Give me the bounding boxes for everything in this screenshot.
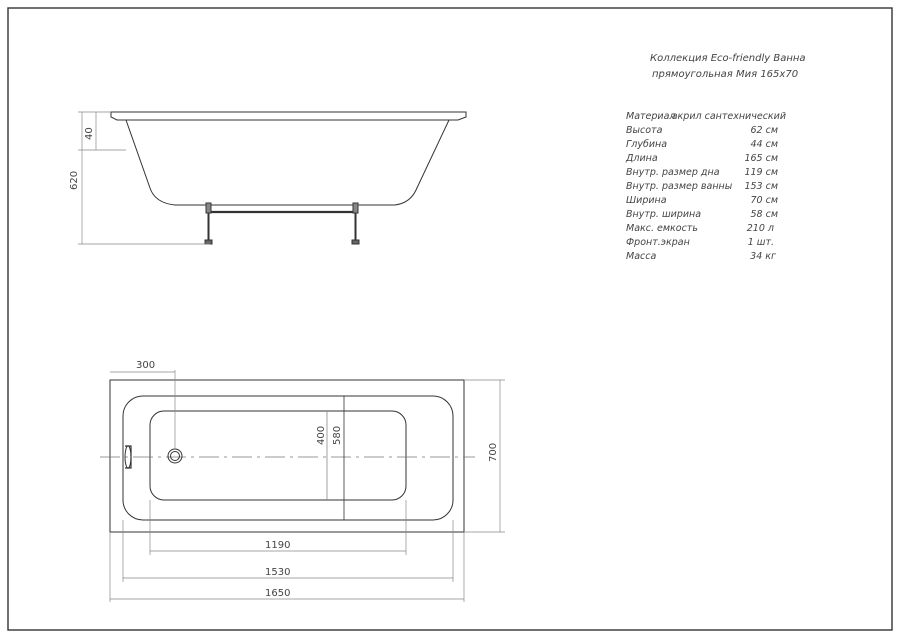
tub-body-outline (126, 120, 449, 205)
spec-row (626, 153, 786, 166)
spec-row (626, 111, 786, 124)
spec-label: Масса (626, 251, 657, 262)
right-leg (352, 203, 359, 244)
spec-value: 44 см (750, 139, 778, 150)
dim-rim-height: 40 (84, 127, 95, 140)
spec-value: 70 см (750, 195, 778, 206)
spec-label: Внутр. размер ванны (626, 181, 733, 192)
spec-value: 34 кг (750, 251, 776, 262)
dim-bottom-length: 1190 (265, 540, 291, 551)
spec-value: 119 см (744, 167, 778, 178)
dim-total-height: 620 (69, 170, 80, 190)
top-view (100, 370, 505, 602)
drawing-frame (8, 8, 892, 630)
spec-row (626, 251, 786, 264)
spec-value: 62 см (750, 125, 778, 136)
tub-rim (111, 112, 466, 120)
spec-title-line-2: прямоугольная Мия 165х70 (652, 69, 799, 80)
dim-total-width: 700 (488, 442, 499, 462)
spec-label: Ширина (626, 195, 667, 206)
spec-value: 1 шт. (747, 237, 774, 248)
spec-row (626, 139, 786, 152)
spec-label: Высота (626, 125, 663, 136)
spec-label: Материал (626, 111, 676, 122)
spec-label: Глубина (626, 139, 668, 150)
spec-row (626, 125, 786, 138)
spec-value: 58 см (750, 209, 778, 220)
spec-label: Фронт.экран (626, 237, 690, 248)
dim-drain-offset: 300 (136, 360, 156, 371)
spec-label: Макс. емкость (626, 223, 698, 234)
dim-total-length: 1650 (265, 588, 291, 599)
spec-row (626, 237, 786, 250)
dim-bottom-width: 400 (316, 425, 327, 445)
spec-value: 165 см (744, 153, 778, 164)
spec-row (626, 181, 786, 194)
spec-title-line-1: Коллекция Eco-friendly Ванна (650, 53, 806, 64)
side-view (78, 112, 466, 244)
spec-value: акрил сантехнический (671, 111, 786, 122)
left-leg (205, 203, 212, 244)
spec-row (626, 209, 786, 222)
tub-outer-rim (110, 380, 464, 532)
spec-value: 210 л (746, 223, 774, 234)
dim-inner-width: 580 (332, 425, 343, 445)
spec-value: 153 см (744, 181, 778, 192)
spec-row (626, 195, 786, 208)
tub-bottom (150, 411, 406, 500)
dim-inner-length: 1530 (265, 567, 291, 578)
spec-label: Внутр. ширина (626, 209, 702, 220)
spec-row (626, 223, 786, 236)
spec-label: Длина (626, 153, 658, 164)
spec-label: Внутр. размер дна (626, 167, 720, 178)
tub-inner-edge (123, 396, 453, 520)
spec-row (626, 167, 786, 180)
